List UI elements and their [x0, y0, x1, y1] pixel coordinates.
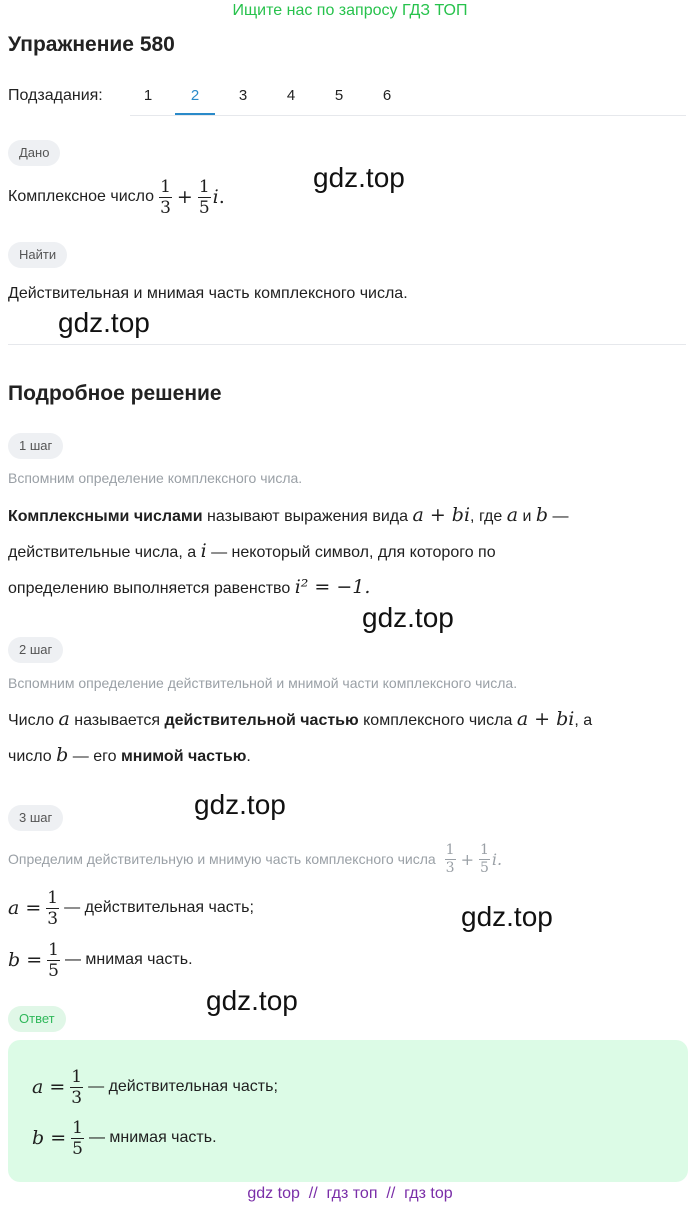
solution-title: Подробное решение [8, 382, 222, 405]
math-var-b: b [535, 504, 549, 526]
answer-line1 [32, 1063, 278, 1111]
fraction-denominator: 5 [48, 960, 59, 981]
hint-fraction-1 [445, 842, 456, 877]
answer-line2 [32, 1114, 217, 1162]
step1-line2 [8, 541, 496, 563]
answer-fraction-b [71, 1118, 84, 1159]
text-fragment: число [8, 748, 52, 765]
hint-text: Определим действительную и мнимую часть комплексного числа [8, 851, 436, 867]
text-fragment: . [246, 748, 251, 765]
fraction-numerator: 1 [72, 1117, 83, 1138]
subtask-tab-2[interactable]: 2 [190, 87, 200, 104]
text-fragment: , а [574, 712, 593, 729]
math-expression: a + bi [516, 708, 575, 730]
step2-line1 [8, 709, 592, 731]
step1-hint: Вспомним определение комплексного числа. [8, 470, 303, 486]
text-fragment: Число [8, 712, 55, 729]
watermark: gdz.top [362, 602, 454, 633]
given-period: . [218, 186, 225, 208]
math-var-b: b = [8, 949, 43, 971]
answer-chip: Ответ [8, 1006, 66, 1032]
text-fragment: — мнимая часть. [64, 951, 193, 968]
subtasks-label: Подзадания: [8, 87, 103, 104]
math-var-i: i [200, 540, 207, 562]
footer-links[interactable]: gdz top // гдз топ // гдз top [247, 1185, 453, 1202]
answer-fraction-a [70, 1067, 83, 1108]
math-expression: a + bi [412, 504, 471, 526]
math-var-b: b = [32, 1127, 67, 1149]
search-banner: Ищите нас по запросу ГДЗ ТОП [232, 2, 468, 19]
plus-sign: + [460, 849, 474, 869]
fraction-denominator: 3 [160, 197, 171, 218]
watermark: gdz.top [194, 789, 286, 820]
step2-hint: Вспомним определение действительной и мнимой части комплексного числа. [8, 675, 518, 691]
active-tab-indicator [175, 113, 215, 115]
math-var-a: a [58, 708, 70, 730]
imaginary-unit: i [212, 186, 219, 208]
text-fragment: , где [470, 508, 503, 525]
text-fragment: — [552, 508, 569, 525]
fraction-numerator: 1 [48, 939, 59, 960]
given-statement [8, 172, 225, 222]
subtask-tab-1[interactable]: 1 [143, 87, 153, 104]
fraction-numerator: 1 [47, 887, 59, 908]
step3-fraction-a [46, 888, 59, 929]
term-bold: действительной частью [164, 712, 359, 729]
page-title: Упражнение 580 [8, 33, 175, 56]
step3-line1 [8, 884, 254, 932]
fraction-numerator: 1 [71, 1066, 83, 1087]
step3-line2 [8, 936, 193, 984]
section-divider [8, 344, 686, 345]
step3-hint [8, 836, 502, 882]
text-fragment: комплексного числа [363, 712, 513, 729]
fraction-numerator: 1 [445, 841, 455, 858]
subtask-tab-3[interactable]: 3 [238, 87, 248, 104]
fraction-numerator: 1 [198, 176, 210, 197]
hint-fraction-2 [479, 842, 490, 877]
subtask-tab-4[interactable]: 4 [286, 87, 296, 104]
step2-line2 [8, 745, 251, 767]
given-chip: Дано [8, 140, 60, 166]
given-fraction-1 [159, 177, 172, 218]
find-text: Действительная и мнимая часть комплексного числа. [8, 285, 408, 302]
math-var-a: a = [32, 1076, 66, 1098]
text-fragment: действительные числа, а [8, 544, 197, 561]
term-bold: мнимой частью [120, 748, 247, 765]
math-var-b: b [56, 744, 69, 766]
plus-sign: + [176, 186, 193, 208]
text-fragment: определению выполняется равенство [8, 580, 291, 597]
fraction-numerator: 1 [160, 176, 171, 197]
text-fragment: — мнимая часть. [88, 1129, 217, 1146]
text-fragment: называется [74, 712, 161, 729]
math-var-a: a = [8, 897, 42, 919]
fraction-denominator: 5 [72, 1138, 83, 1159]
step3-chip: 3 шаг [8, 805, 63, 831]
step1-line3 [8, 577, 370, 599]
step1-line1 [8, 505, 569, 527]
math-var-a: a [506, 504, 519, 526]
watermark: gdz.top [461, 901, 553, 932]
text-fragment: — действительная часть; [64, 899, 254, 916]
given-text: Комплексное число [8, 188, 155, 205]
fraction-numerator: 1 [479, 841, 489, 858]
text-fragment: — некоторый символ, для которого по [211, 544, 496, 561]
step3-fraction-b [47, 940, 60, 981]
text-fragment: и [522, 508, 532, 525]
imaginary-unit: i. [491, 849, 503, 869]
math-equation: i² = −1. [294, 576, 371, 598]
subtask-tab-5[interactable]: 5 [334, 87, 344, 104]
text-fragment: — его [72, 748, 117, 765]
watermark: gdz.top [206, 985, 298, 1016]
subtasks-divider [130, 115, 686, 116]
fraction-denominator: 5 [479, 859, 489, 876]
watermark: gdz.top [58, 307, 150, 338]
fraction-denominator: 3 [445, 859, 455, 876]
fraction-denominator: 5 [198, 197, 210, 218]
step1-chip: 1 шаг [8, 433, 63, 459]
fraction-denominator: 3 [47, 908, 59, 929]
given-fraction-2 [198, 177, 211, 218]
term-bold: Комплексными числами [8, 508, 203, 525]
find-chip: Найти [8, 242, 67, 268]
fraction-denominator: 3 [71, 1087, 83, 1108]
subtask-tab-6[interactable]: 6 [382, 87, 392, 104]
step2-chip: 2 шаг [8, 637, 63, 663]
watermark: gdz.top [313, 162, 405, 193]
text-fragment: — действительная часть; [88, 1078, 278, 1095]
text-fragment: называют выражения вида [207, 508, 409, 525]
